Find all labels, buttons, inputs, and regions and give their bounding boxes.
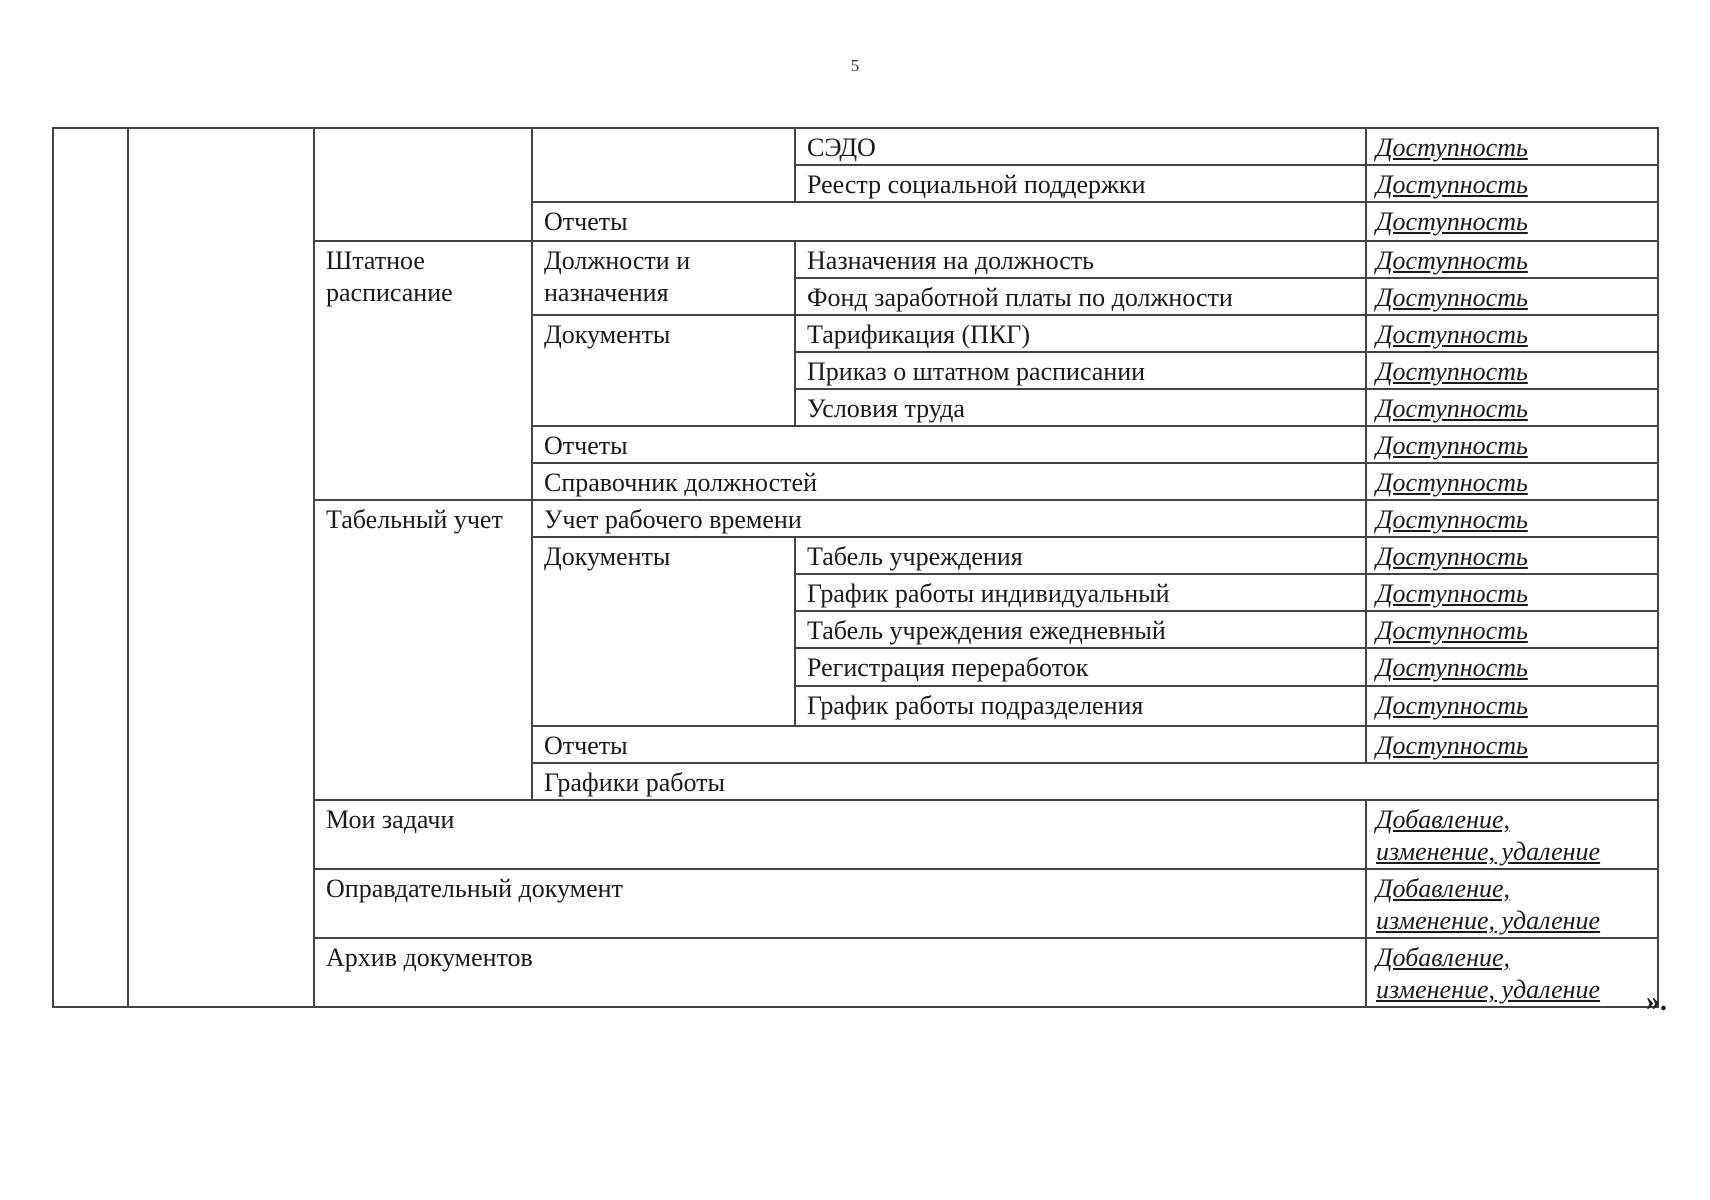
page-number: 5 bbox=[850, 56, 860, 75]
item-reports: Отчеты bbox=[532, 426, 1366, 463]
item-institution-timesheet: Табель учреждения bbox=[795, 537, 1366, 574]
closing-quote-mark: ». bbox=[1646, 986, 1667, 1017]
access-cell: Доступность bbox=[1366, 648, 1658, 686]
access-cell-add-edit-delete bbox=[1366, 800, 1658, 869]
section-my-tasks: Мои задачи bbox=[314, 800, 1366, 869]
access-cell: Доступность bbox=[1366, 389, 1658, 426]
access-cell: Доступность bbox=[1366, 574, 1658, 611]
access-line-1: Добавление, bbox=[1376, 943, 1511, 972]
item-overtime-registration: Регистрация переработок bbox=[795, 648, 1366, 686]
item-daily-timesheet: Табель учреждения ежедневный bbox=[795, 611, 1366, 648]
access-cell-add-edit-delete bbox=[1366, 938, 1658, 1007]
subsection-cell-empty bbox=[532, 128, 795, 202]
access-cell: Доступность bbox=[1366, 726, 1658, 763]
access-cell: Доступность bbox=[1366, 537, 1658, 574]
item-payroll-fund: Фонд заработной платы по должности bbox=[795, 278, 1366, 315]
module-column-cell bbox=[128, 128, 314, 1007]
item-reports: Отчеты bbox=[532, 202, 1366, 241]
access-cell: Доступность bbox=[1366, 315, 1658, 352]
item-tariffication: Тарификация (ПКГ) bbox=[795, 315, 1366, 352]
item-individual-schedule: График работы индивидуальный bbox=[795, 574, 1366, 611]
section-staffing: Штатное расписание bbox=[314, 241, 532, 500]
item-appointments: Назначения на должность bbox=[795, 241, 1366, 278]
item-staffing-order: Приказ о штатном расписании bbox=[795, 352, 1366, 389]
access-line-1: Добавление, bbox=[1376, 874, 1511, 903]
section-cell-empty bbox=[314, 128, 532, 241]
group-documents: Документы bbox=[532, 537, 795, 726]
access-cell: Доступность bbox=[1366, 426, 1658, 463]
access-cell: Доступность bbox=[1366, 165, 1658, 202]
section-work-schedules: Графики работы bbox=[532, 763, 1658, 800]
item-time-tracking: Учет рабочего времени bbox=[532, 500, 1366, 537]
access-cell: Доступность bbox=[1366, 500, 1658, 537]
item-work-conditions: Условия труда bbox=[795, 389, 1366, 426]
section-timesheet: Табельный учет bbox=[314, 500, 532, 800]
access-cell: Доступность bbox=[1366, 202, 1658, 241]
access-cell: Доступность bbox=[1366, 241, 1658, 278]
item-positions-directory: Справочник должностей bbox=[532, 463, 1366, 500]
access-line-2: изменение, удаление bbox=[1376, 837, 1601, 866]
number-column-cell bbox=[53, 128, 128, 1007]
item-reports: Отчеты bbox=[532, 726, 1366, 763]
section-documents-archive: Архив документов bbox=[314, 938, 1366, 1007]
access-rights-table bbox=[52, 127, 1659, 1008]
access-cell: Доступность bbox=[1366, 352, 1658, 389]
item-department-schedule: График работы подразделения bbox=[795, 686, 1366, 726]
access-cell: Доступность bbox=[1366, 463, 1658, 500]
group-positions: Должности и назначения bbox=[532, 241, 795, 315]
access-line-2: изменение, удаление bbox=[1376, 975, 1601, 1004]
item-social-support-registry: Реестр социальной поддержки bbox=[795, 165, 1366, 202]
access-cell-add-edit-delete bbox=[1366, 869, 1658, 938]
access-line-2: изменение, удаление bbox=[1376, 906, 1601, 935]
access-cell: Доступность bbox=[1366, 686, 1658, 726]
item-sedo: СЭДО bbox=[795, 128, 1366, 165]
access-line-1: Добавление, bbox=[1376, 805, 1511, 834]
access-cell: Доступность bbox=[1366, 128, 1658, 165]
group-documents: Документы bbox=[532, 315, 795, 426]
access-cell: Доступность bbox=[1366, 278, 1658, 315]
section-justification-document: Оправдательный документ bbox=[314, 869, 1366, 938]
access-cell: Доступность bbox=[1366, 611, 1658, 648]
